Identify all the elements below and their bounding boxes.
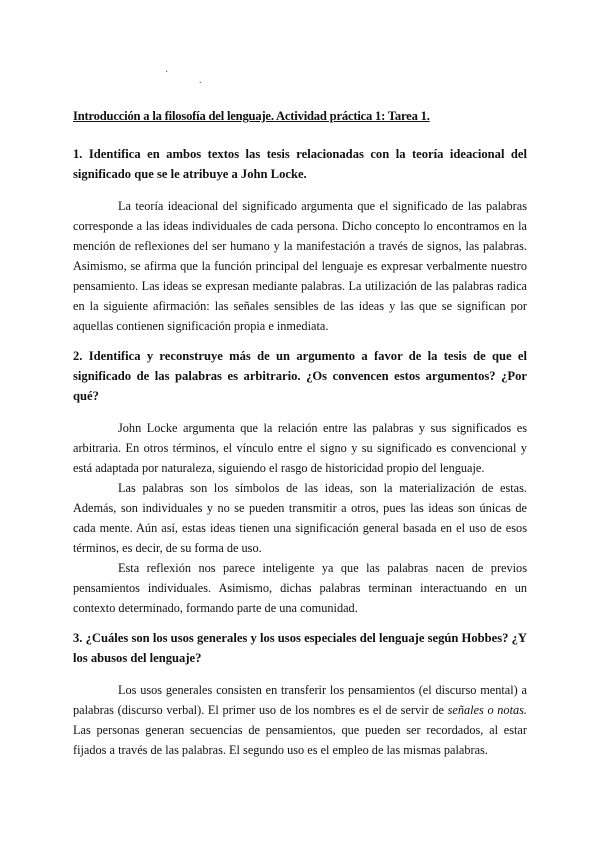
question-3: 3. ¿Cuáles son los usos generales y los usos especiales del lenguaje según Hobbes? ¿Y los abusos del lenguaje? — [73, 631, 527, 665]
answer-3-emphasis: señales o notas. — [447, 703, 527, 717]
header-marks — [0, 68, 600, 84]
answer-2-paragraph-1: John Locke argumenta que la relación entre las palabras y sus significados es arbitraria. En otros términos, el vínculo entre el signo y su significado es convencional y está adaptada por naturaleza, siguiendo el rasgo de historicidad propio del lenguaje. — [73, 421, 527, 475]
answer-3-text-end: Las personas generan secuencias de pensamientos, que pueden ser recordados, al estar fijados a través de las palabras. El segundo uso es el empleo de las mismas palabras. — [73, 723, 527, 757]
answer-3-text-start: Los usos generales consisten en transferir los pensamientos (el discurso mental) a palabras (discurso verbal). El primer uso de los nombres es el de servir de — [73, 683, 527, 717]
header-mark: . — [199, 75, 202, 86]
answer-2-paragraph-3: Esta reflexión nos parece inteligente ya que las palabras nacen de previos pensamientos individuales. Asimismo, dichas palabras terminan interactuando en un contexto determinado, formando parte de una comunidad. — [73, 561, 527, 615]
question-1: 1. Identifica en ambos textos las tesis relacionadas con la teoría ideacional del significado que se le atribuye a John Locke. — [73, 147, 527, 181]
answer-2-paragraph-2: Las palabras son los símbolos de las ideas, son la materialización de estas. Además, son individuales y no se pueden transmitir a otros, pues las ideas son únicas de cada mente. Aún así, estas ideas tienen una significación general basada en el uso de esos términos, es decir, de su forma de uso. — [73, 481, 527, 555]
document-page — [73, 108, 527, 760]
answer-1-paragraph-1: La teoría ideacional del significado argumenta que el significado de las palabras corresponde a las ideas individuales de cada persona. Dicho concepto lo encontramos en la mención de reflexiones del ser humano y la manifestación a través de signos, las palabras. Asimismo, se afirma que la función principal del lenguaje es expresar verbalmente nuestro pensamiento. Las ideas se expresan mediante palabras. La utilización de las palabras radica en la siguiente afirmación: las señales sensibles de las ideas y las que se significan por aquellas contienen significación propia e inmediata. — [73, 199, 527, 333]
header-mark: · — [165, 67, 169, 78]
document-title: Introducción a la filosofía del lenguaje. Actividad práctica 1: Tarea 1. — [73, 109, 430, 123]
answer-3-paragraph-1 — [73, 680, 527, 760]
question-2: 2. Identifica y reconstruye más de un argumento a favor de la tesis de que el significado de las palabras es arbitrario. ¿Os convencen estos argumentos? ¿Por qué? — [73, 349, 527, 403]
